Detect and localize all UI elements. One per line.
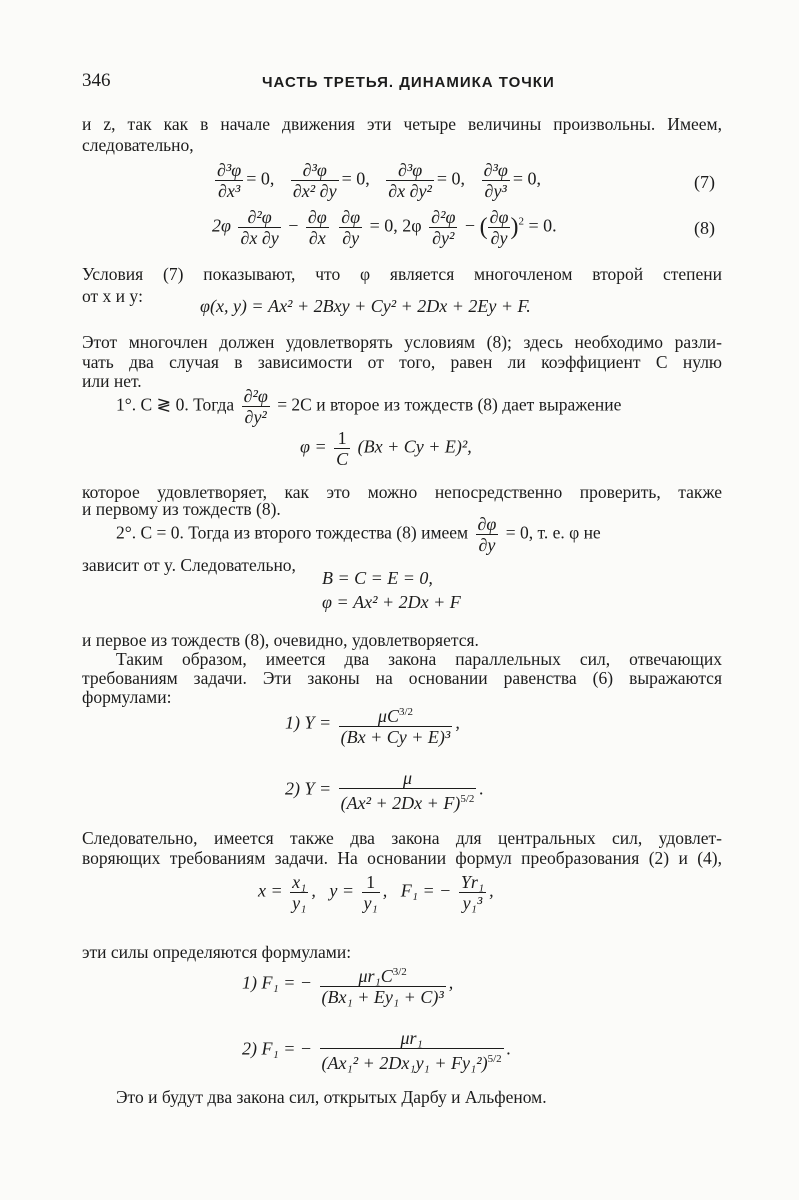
case2-formula2: φ = Ax² + 2Dx + F	[322, 592, 461, 612]
para3-line1: Этот многочлен должен удовлетворять условиям (8); здесь необходимо разли-	[82, 332, 722, 352]
para2-line2: от x и y:	[82, 286, 144, 306]
para4-line2: требованиям задачи. Эти законы на основании равенства (6) выражаются	[82, 668, 722, 688]
para4-line3: формулами:	[82, 687, 172, 707]
para1-line2: следовательно,	[82, 135, 194, 155]
equation-7-label: (7)	[694, 172, 715, 192]
para5-line1: Следовательно, имеется также два закона для центральных сил, удовлет-	[82, 828, 722, 848]
para4-line1: Таким образом, имеется два закона параллельных сил, отвечающих	[116, 649, 722, 669]
running-title: ЧАСТЬ ТРЕТЬЯ. ДИНАМИКА ТОЧКИ	[262, 74, 555, 91]
case2-formula1: B = C = E = 0,	[322, 568, 433, 588]
equation-8: 2φ $\frac{\text{∂²φ}}{\partial x \partial y}$ − $\frac{\partial\varphi}{\partial x}$ $\frac{\partial\varphi}{\partial y}$ = 0, 2φ $\frac{\text{∂²φ}}{\text{∂y²}}$ − ( $\frac{\partial\varphi}{\partial y}$ )$^2$ = 0.	[212, 207, 557, 248]
case2-line: 2°. C = 0. Тогда из второго тождества (8) имеем $\frac{\partial\varphi}{\partial y}$ = 0, т. е. φ не	[116, 514, 601, 555]
law-parallel-2: 2) Y = $\frac{\mu}{(Ax^2 + 2Dx + F)^{5/2}}$ .	[285, 768, 484, 813]
equation-7: $\frac{\text{∂³φ}}{\text{∂x³}}$ = 0, $\frac{\text{∂³φ}}{\text{∂x² ∂y}}$ = 0, $\frac{\text{∂³φ}}{\text{∂x ∂y²}}$ = 0, $\frac{\text{∂³φ}}{\text{∂y³}}$ = 0,	[217, 160, 541, 201]
law-parallel-1: 1) Y = $\frac{\mu C^{3/2}}{\text{(Bx + Cy + E)³}}$ ,	[285, 702, 460, 747]
transform-formulas: x = $\frac{\text{x₁}}{\text{y₁}}$ , y = $\frac{1}{\text{y₁}}$ , F₁ = − $\frac{\text{Yr₁}}{\text{y₁³}}$ ,	[258, 872, 494, 913]
page-number: 346	[82, 70, 111, 91]
case1-line: 1°. C ≷ 0. Тогда $\frac{\text{∂²φ}}{\text{∂y²}}$ = 2C и второе из тождеств (8) дает выражение	[116, 386, 622, 427]
para6-line1: эти силы определяются формулами:	[82, 942, 352, 962]
case1-formula: φ = $\frac{1}{C}$ (Bx + Cy + E)²,	[300, 428, 472, 469]
equation-8-label: (8)	[694, 218, 715, 238]
case1-line1: которое удовлетворяет, как это можно непосредственно проверить, также	[82, 482, 722, 502]
para1-line1: и z, так как в начале движения эти четыре величины произвольны. Имеем,	[82, 114, 722, 134]
case1-line2: и первому из тождеств (8).	[82, 499, 281, 519]
para3-line3: или нет.	[82, 371, 142, 391]
polynomial-formula: φ(x, y) = Ax² + 2Bxy + Cy² + 2Dx + 2Ey + F.	[200, 296, 531, 316]
case2-line2: зависит от y. Следовательно,	[82, 555, 296, 575]
para3-line2: чать два случая в зависимости от того, равен ли коэффициент C нулю	[82, 352, 722, 372]
law-central-2: 2) F₁ = − $\frac{\text{μr₁}}{(Ax_1^2 + 2Dx_1y_1 + Fy_1^2)^{5/2}}$ .	[242, 1028, 512, 1073]
para5-line2: воряющих требованиям задачи. На основании формул преобразования (2) и (4),	[82, 848, 722, 868]
para2-line1: Условия (7) показывают, что φ является многочленом второй степени	[82, 264, 722, 284]
case2-line3: и первое из тождеств (8), очевидно, удовлетворяется.	[82, 630, 479, 650]
closing-line: Это и будут два закона сил, открытых Дарбу и Альфеном.	[116, 1087, 547, 1107]
law-central-1: 1) F₁ = − $\frac{\mu r_1C^{3/2}}{\text{(Bx₁ + Ey₁ + C)³}}$ ,	[242, 962, 453, 1007]
